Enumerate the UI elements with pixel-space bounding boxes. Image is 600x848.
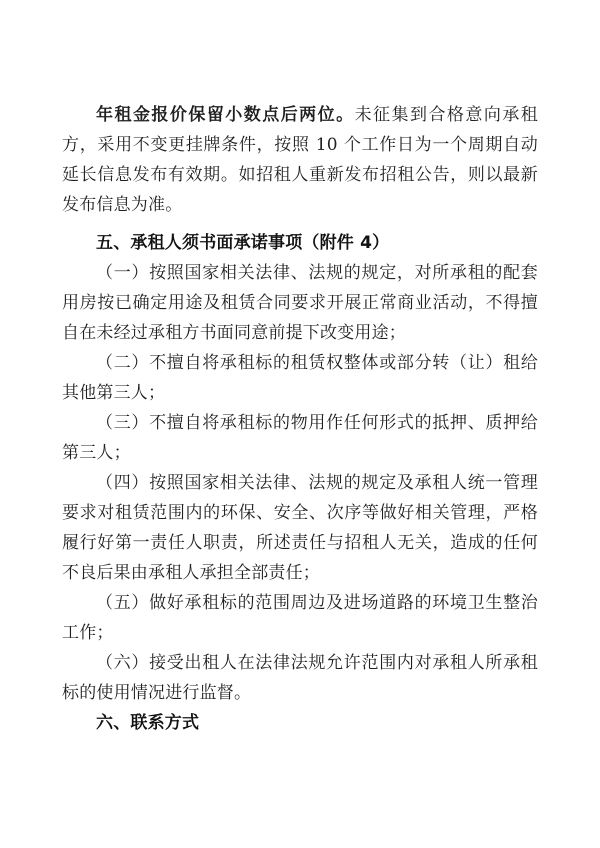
section5-heading: 五、承租人须书面承诺事项（附件 4） (96, 233, 390, 253)
commitment-item-2: （二）不擅自将承租标的租赁权整体或部分转（让）租给其他第三人； (62, 353, 538, 403)
commitment-item-6: （六）接受出租人在法律法规允许范围内对承租人所承租标的使用情况进行监督。 (62, 653, 538, 703)
commitment-item-5: （五）做好承租标的范围周边及进场道路的环境卫生整治工作； (62, 593, 538, 643)
commitment-item-4: （四）按照国家相关法律、法规的规定及承租人统一管理要求对租赁范围内的环保、安全、次序等做好相关管理，严格履行好第一责任人职责，所述责任与招租人无关，造成的任何不良后果由承租人承担全部责任； (62, 473, 538, 583)
commitment-item-3: （三）不擅自将承租标的物用作任何形式的抵押、质押给第三人； (62, 413, 538, 463)
section6-heading: 六、联系方式 (96, 713, 200, 733)
intro-lead-bold-text: 年租金报价保留小数点后两位。 (96, 105, 355, 125)
intro-paragraph (62, 100, 538, 220)
commitment-item-1: （一）按照国家相关法律、法规的规定，对所承租的配套用房按已确定用途及租赁合同要求开展正常商业活动，不得擅自在未经过承租方书面同意前提下改变用途； (62, 263, 538, 343)
intro-body-text: 未征集到合格意向承租方，采用不变更挂牌条件，按照 10 个工作日为一个周期自动延长信息发布有效期。如招租人重新发布招租公告，则以最新发布信息为准。 (62, 105, 538, 215)
